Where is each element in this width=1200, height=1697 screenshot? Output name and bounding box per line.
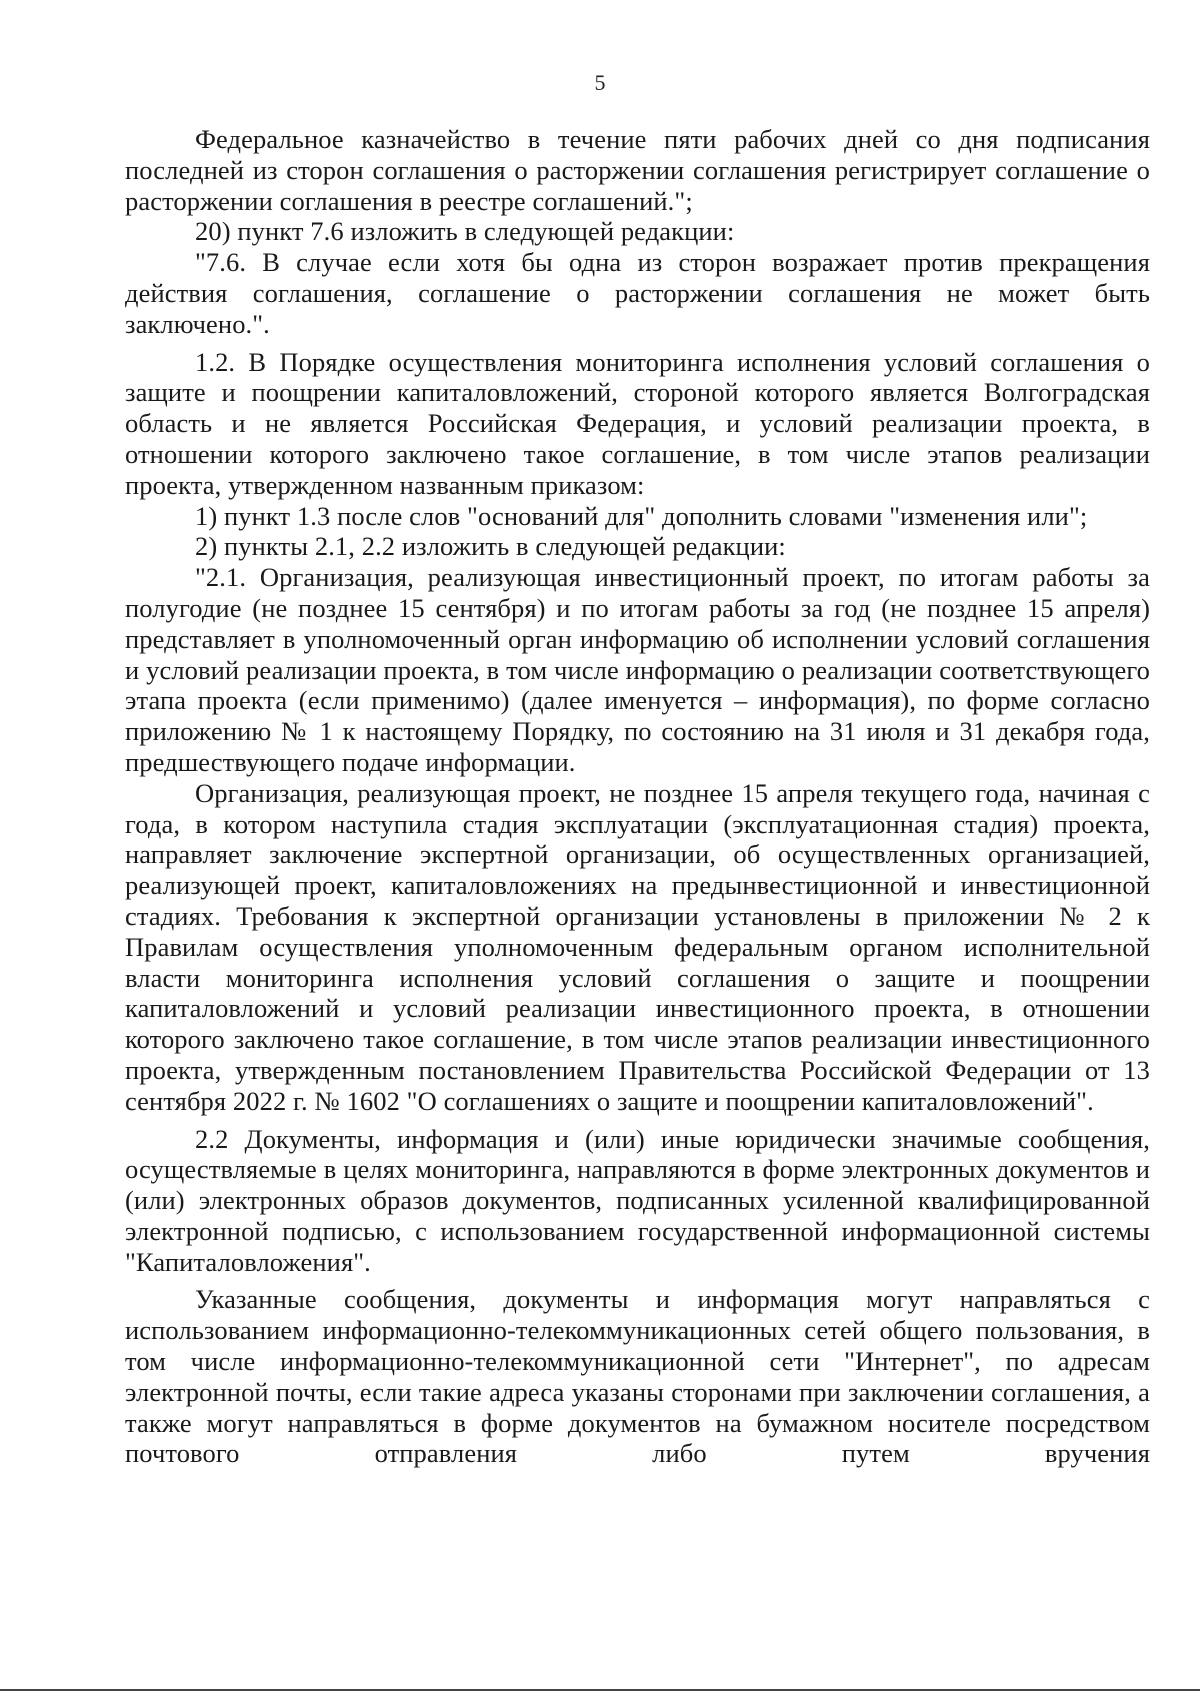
- paragraph-treasury-registration: Федеральное казначейство в течение пяти рабочих дней со дня подписания последней из сторон соглашения о расторжении соглашения регистрирует соглашение о расторжении соглашения в реестре соглашений.";: [125, 124, 1150, 216]
- page-number: 5: [594, 70, 606, 95]
- paragraph-communication-channels: Указанные сообщения, документы и информация могут направляться с использованием информационно-телекоммуникационных сетей общего пользования, в том числе информационно-телекоммуникационной сети "Интернет", по адресам электронной почты, если такие адреса указаны сторонами при заключении соглашения, а также могут направляться в форме документов на бумажном носителе посредством почтового отправления либо путем вручения: [125, 1284, 1150, 1469]
- paragraph-clause-7-6: "7.6. В случае если хотя бы одна из сторон возражает против прекращения действия соглашения, соглашение о расторжении соглашения не может быть заключено.".: [125, 247, 1150, 339]
- paragraph-item-20: 20) пункт 7.6 изложить в следующей редакции:: [195, 216, 735, 247]
- paragraph-item-2: 2) пункты 2.1, 2.2 изложить в следующей редакции:: [195, 531, 786, 562]
- document-body: [125, 124, 1150, 1469]
- paragraph-section-1-2: 1.2. В Порядке осуществления мониторинга исполнения условий соглашения о защите и поощрении капиталовложений, стороной которого является Волгоградская область и не является Российская Федерация, и условий реализации проекта, в отношении которого заключено такое соглашение, в том числе этапов реализации проекта, утвержденном названным приказом:: [125, 346, 1150, 500]
- paragraph-item-1: 1) пункт 1.3 после слов "оснований для" дополнить словами "изменения или";: [195, 500, 1088, 531]
- paragraph-clause-2-1: "2.1. Организация, реализующая инвестиционный проект, по итогам работы за полугодие (не позднее 15 сентября) и по итогам работы за год (не позднее 15 апреля) представляет в уполномоченный орган информацию об исполнении условий соглашения и условий реализации проекта, в том числе информацию о реализации соответствующего этапа проекта (если применимо) (далее именуется – информация), по форме согласно приложению № 1 к настоящему Порядку, по состоянию на 31 июля и 31 декабря года, предшествующего подаче информации.: [125, 562, 1150, 777]
- paragraph-clause-2-2: 2.2 Документы, информация и (или) иные юридически значимые сообщения, осуществляемые в целях мониторинга, направляются в форме электронных документов и (или) электронных образов документов, подписанных усиленной квалифицированной электронной подписью, с использованием государственной информационной системы "Капиталовложения".: [125, 1123, 1150, 1277]
- paragraph-expert-organization: Организация, реализующая проект, не позднее 15 апреля текущего года, начиная с года, в котором наступила стадия эксплуатации (эксплуатационная стадия) проекта, направляет заключение экспертной организации, об осуществленных организацией, реализующей проект, капиталовложениях на предынвестиционной и инвестиционной стадиях. Требования к экспертной организации установлены в приложении № 2 к Правилам осуществления уполномоченным федеральным органом исполнительной власти мониторинга исполнения условий соглашения о защите и поощрении капиталовложений и условий реализации инвестиционного проекта, в отношении которого заключено такое соглашение, в том числе этапов реализации инвестиционного проекта, утвержденным постановлением Правительства Российской Федерации от 13 сентября 2022 г. № 1602 "О соглашениях о защите и поощрении капиталовложений".: [125, 777, 1150, 1116]
- scan-bottom-edge: [0, 1689, 1200, 1691]
